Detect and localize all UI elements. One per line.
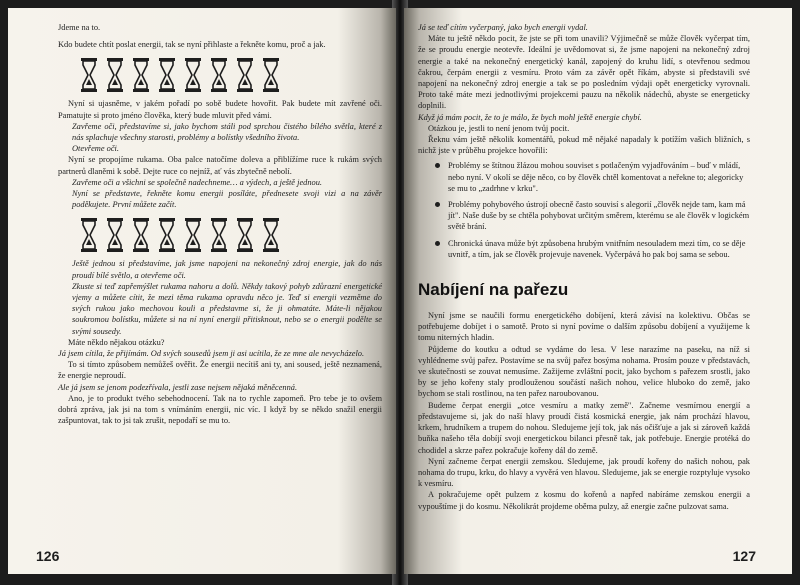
hourglass-icon xyxy=(210,58,228,92)
hourglass-icon xyxy=(184,58,202,92)
italic-paragraph: Nyní se představte, řekněte komu energii posíláte, přednesete svoji vizi a na závěr poděkujete. První můžete začít. xyxy=(72,189,382,210)
hourglass-icon xyxy=(262,58,280,92)
hourglass-icon xyxy=(236,218,254,252)
hourglass-icon xyxy=(184,218,202,252)
paragraph: Nyní si ujasněme, v jakém pořadí po sobě budete hovořit. Pak budete mít zavřené oči. Pamatujte si proto jméno člověka, který bude mluvit před vámi. xyxy=(58,99,382,120)
paragraph: Jdeme na to. xyxy=(58,23,101,32)
hourglass-icon xyxy=(80,218,98,252)
bullet-list xyxy=(418,160,750,260)
hourglass-icon xyxy=(106,58,124,92)
paragraph: Budeme čerpat energii „otce vesmíru a matky země". Začneme vesmírnou energií a představujeme si, jak do naší hlavy proudí čistá kosmická energie, jak nám prochází hlavou, krkem, hrudníkem a trupem do nohou. Sledujeme její tok, jak nás očišťuje a jak si zároveň každá buňka našeho těla dobíjí svoji energetickou bilanci přesně tak, jak potřebuje. Energie protéká do chodidel a skrze pařez pokračuje kořeny dál do země. xyxy=(418,400,750,455)
paragraph: To si tímto způsobem nemůžeš ověřit. Že energii necítiš ani ty, ani soused, ještě neznamená, že energie neproudí. xyxy=(58,360,382,381)
italic-paragraph: Zkuste si teď zapřemýšlet rukama nahoru a dolů. Někdy takový pohyb zdůrazní energetické vjemy a můžete cítit, že mezi těma rukama opravdu něco je. Teď si energii vezměme do svých rukou jako mechovou kouli a představme si, že ji ohmatáte. Máte-li nějakou soukromou bolístku, můžete si na ní nyní energii přitisknout, nebo se o energii podělte se svými sousedy. xyxy=(72,281,382,336)
paragraph: Otázkou je, jestli to není jenom tvůj pocit. xyxy=(428,123,570,133)
hourglass-icon xyxy=(236,58,254,92)
paragraph: Řeknu vám ještě několik komentářů, pokud mě nějaké napadaly k potížím vašich bližních, s nichž jste v průběhu projekce hovořili: xyxy=(418,135,750,156)
hourglass-icon xyxy=(210,218,228,252)
italic-paragraph: Zavřeme oči a všichni se společně nadechneme… a výdech, a ještě jednou. xyxy=(72,177,323,187)
hourglass-icon xyxy=(132,218,150,252)
italic-paragraph: Když já mám pocit, že to je málo, že bych mohl ještě energie chybí. xyxy=(418,112,642,122)
section-heading: Nabíjení na pařezu xyxy=(418,280,569,300)
paragraph: Máte tu ještě někdo pocit, že jste se při tom unavili? Výjimečně se může člověk vyčerpat tím, že se proudu energie neotevře. Ideální je uvědomovat si, že jsme napojeni na nekonečný zdroj energie a také na nekonečný energetický kanál, zapojený do kruhu lidí, s otevřenou sedmou čakrou, čerpám energii z vesmíru. Proto vám za závěr opět říkám, abyste si představili své napojení na nekonečný zdroj energie a tak se po posledním výdaji opět energeticky vyrovnali. Proto také máte mezi jednotlivými projekcemi pauzu na několik nádechů, abyste se energeticky doplnili. xyxy=(418,34,750,111)
paragraph: A pokračujeme opět pulzem z kosmu do kořenů a napřed nabíráme zemskou energii a vypouštíme ji do kosmu. Několikrát projdeme oběma pulzy, až energie začne pulzovat sama. xyxy=(418,490,750,511)
hourglass-icon xyxy=(262,218,280,252)
page-number: 127 xyxy=(732,548,756,564)
italic-paragraph: Ještě jednou si představíme, jak jsme napojeni na nekonečný zdroj energie, jak do nás proudí bílé světlo, a otevřeme oči. xyxy=(72,259,382,280)
paragraph: Kdo budete chtít poslat energii, tak se nyní přihlaste a řekněte komu, proč a jak. xyxy=(58,40,326,50)
italic-paragraph: Otevřeme oči. xyxy=(72,144,119,154)
hourglass-icon xyxy=(158,58,176,92)
paragraph: Nyní jsme se naučili formu energetického dobíjení, která závisí na kolektivu. Občas se potřebujeme dobíjet i o samotě. Proto si nyní povíme o dalším způsobu dobíjení a využijeme k tomu niterných hladin. xyxy=(418,311,750,343)
list-item: Chronická únava může být způsobena hrubým vnitřním nesouladem mezi tím, co se děje uvnitř, a tím, jak se člověk projevuje navenek. Vyčerpává ho pak boj sama se sebou. xyxy=(448,238,750,260)
hourglass-icon xyxy=(132,58,150,92)
italic-paragraph: Já se teď cítím vyčerpaný, jako bych energii vydal. xyxy=(418,23,588,32)
italic-paragraph: Já jsem cítila, že přijímám. Od svých sousedů jsem ji asi ucítila, že ze mne ale nevycházelo. xyxy=(58,349,365,359)
hourglass-row xyxy=(58,218,382,252)
hourglass-row xyxy=(58,58,382,92)
list-item: Problémy se štítnou žlázou mohou souviset s potlačeným vyjadřováním – buď v mládí, nebo nyní. V okolí se děje něco, co by člověk chtěl komentovat a neřekne to; alegoricky se mu to „zadrhne v krku". xyxy=(448,160,750,194)
paragraph: Ano, je to produkt tvého sebehodnocení. Tak na to rychle zapomeň. Pro tebe je to ovšem dobrá zpráva, jak jsi na tom s vnímáním energii, nic víc. I když by se někdo snažil energii zašpuntovat, tak to jsi tak zrušit, nepodaří se mu to. xyxy=(58,393,382,426)
list-item: Problémy pohybového ústrojí obecně často souvisí s alegorií „člověk nejde tam, kam má jít". Naše duše by se chtěla pohybovat určitým směrem, kterému se ale člověk v logickém světě brání. xyxy=(448,200,750,232)
right-page xyxy=(404,8,792,574)
paragraph: Půjdeme do koutku a odtud se vydáme do lesa. V lese narazíme na paseku, na níž si vyhlédneme svůj pařez. Postavíme se na svůj pařez bosýma nohama. Prosím pouze v představách, ve skutečnosti se zouvat nemusíme. Zažijeme zvláštní pocit, jako bychom s pařezem srostli, jako by se jeho kořeny staly prodlouženou součástí našich nohou, velice hluboko do země, jako bychom se stali rostlinou, na ten pařez naroubovanou. xyxy=(418,344,750,399)
italic-paragraph: Ale já jsem se jenom podezřívala, jestli zase nejsem nějaká měněcenná. xyxy=(58,382,298,392)
left-page xyxy=(8,8,396,574)
paragraph: Nyní začneme čerpat energii zemskou. Sledujeme, jak proudí kořeny do našich nohou, pak nohama do trupu, krku, do hlavy a vyvěrá ven hlavou. Sledujeme, jak se energie rozptyluje vysoko k vesmíru. xyxy=(418,456,750,489)
italic-paragraph: Zavřeme oči, představíme si, jako bychom stáli pod sprchou čistého bílého světla, které z nás splachuje všechny starosti, problémy a bolístky všedního života. xyxy=(72,121,382,143)
hourglass-icon xyxy=(80,58,98,92)
hourglass-icon xyxy=(106,218,124,252)
page-number: 126 xyxy=(36,548,60,564)
paragraph: Máte někdo nějakou otázku? xyxy=(68,337,165,347)
paragraph: Nyní se propojíme rukama. Oba palce natočíme doleva a přiblížíme ruce k rukám svých partnerů dlaněmi k sobě. Dejte ruce co nejníž, ať vás zbytečně nebolí. xyxy=(58,155,382,176)
hourglass-icon xyxy=(158,218,176,252)
